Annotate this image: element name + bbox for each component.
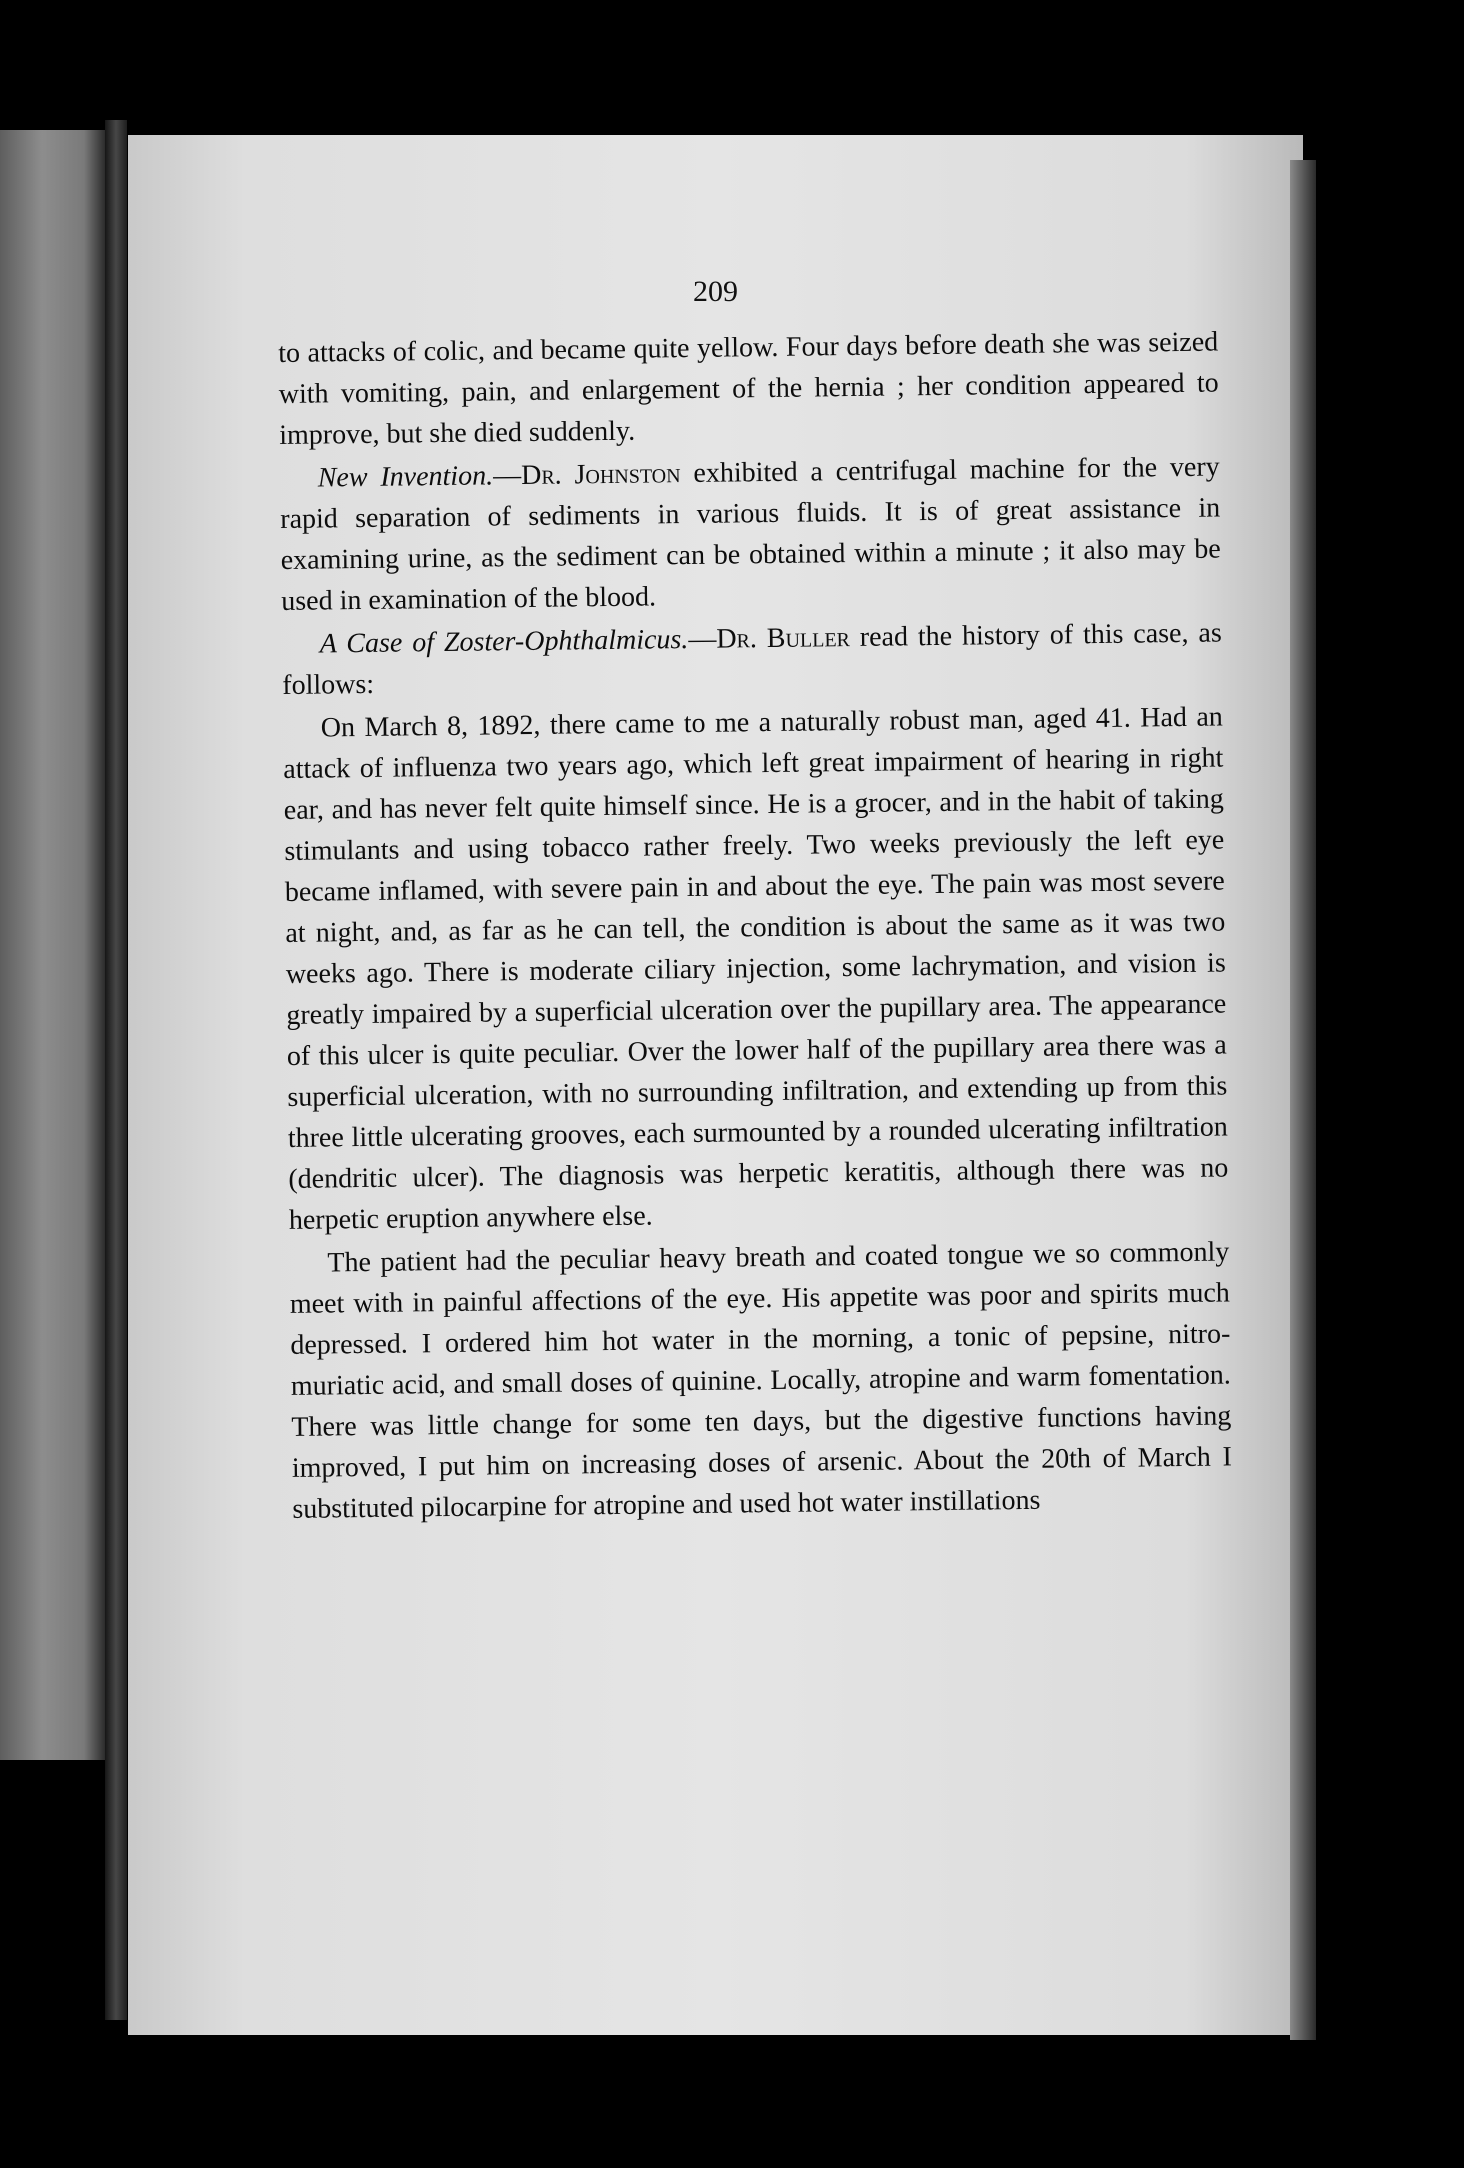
- page-right-edge: [1290, 160, 1316, 2040]
- paragraph-text: On March 8, 1892, there came to me a naturally robust man, aged 41. Had an attack of influenza two years ago, which left great impairment of hearing in right ear, and has never felt quite himself since. He is a grocer, and in the habit of taking stimulants and using tobacco rather freely. Two weeks previously the left eye became inflamed, with severe pain in and about the eye. The pain was most severe at night, and, as far as he can tell, the condition is about the same as it was two weeks ago. There is moderate ciliary injection, some lachrymation, and vision is greatly impaired by a superficial ulceration over the pupillary area. The appearance of this ulcer is quite peculiar. Over the lower half of the pupillary area there was a superficial ulceration, with no surrounding infiltration, and extending up from this three little ulcerating grooves, each surmounted by a rounded ulcerating infiltration (dendritic ulcer). The diagnosis was herpetic keratitis, although there was no herpetic eruption anywhere else.: [283, 701, 1229, 1236]
- paragraph-text: exhibited a centrifugal machine for the very rapid separation of sediments in various fluids. It is of great assistance in examining urine, as the sediment can be obtained within a minute ; it also may be used in examination of the blood.: [280, 451, 1221, 617]
- book-page: [128, 135, 1303, 2035]
- facing-page-edge: [0, 130, 105, 1760]
- paragraph: [289, 1231, 1232, 1529]
- section-title: New Invention.: [317, 460, 494, 494]
- speaker-name: Dr. Buller: [716, 622, 851, 655]
- em-dash: —: [688, 623, 717, 656]
- paragraph: [282, 612, 1223, 705]
- paragraph: [280, 447, 1222, 622]
- section-title: A Case of Zoster-Ophthalmicus.: [319, 624, 689, 660]
- page-body: [278, 322, 1233, 1532]
- paragraph-text: to attacks of colic, and became quite yellow. Four days before death she was seized with vomiting, pain, and enlargement of the hernia ; her condition appeared to improve, but she died suddenly.: [278, 326, 1219, 451]
- paragraph-text: read the history of this case, as follows:: [282, 617, 1222, 701]
- em-dash: —: [492, 460, 522, 492]
- paragraph: [283, 696, 1229, 1240]
- book-gutter: [105, 120, 127, 2020]
- paragraph: [278, 322, 1219, 456]
- speaker-name: Dr. Johnston: [520, 458, 681, 492]
- paragraph-text: The patient had the peculiar heavy breath and coated tongue we so commonly meet with in painful affections of the eye. His appetite was poor and spirits much depressed. I ordered him hot water in the morning, a tonic of pepsine, nitro-muriatic acid, and small doses of quinine. Locally, atropine and warm fomentation. There was little change for some ten days, but the digestive functions having improved, I put him on increasing doses of arsenic. About the 20th of March I substituted pilocarpine for atropine and used hot water instillations: [289, 1236, 1232, 1525]
- page-number: 209: [693, 275, 738, 308]
